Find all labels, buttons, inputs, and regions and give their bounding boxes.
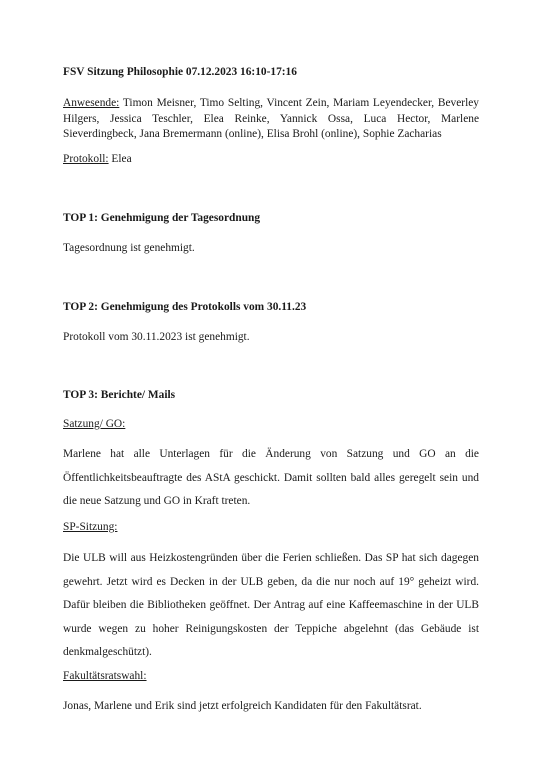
fakultaetsratswahl-label: Fakultätsratswahl: xyxy=(63,670,147,682)
protocol-label: Protokoll: xyxy=(63,153,109,165)
top2-text: Protokoll vom 30.11.2023 ist genehmigt. xyxy=(63,331,250,343)
fakultaetsratswahl-text: Jonas, Marlene und Erik sind jetzt erfolgreich Kandidaten für den Fakultätsrat. xyxy=(63,700,422,712)
top3-heading: TOP 3: Berichte/ Mails xyxy=(63,389,176,401)
protocol-name: Elea xyxy=(108,153,132,165)
satzung-text: Marlene hat alle Unterlagen für die Änderung von Satzung und GO an die Öffentlichkeitsbeauftragte des AStA geschickt. Damit sollten bald alles geregelt sein und die neue Satzung und GO in Kraft treten. xyxy=(63,448,479,507)
protocol-paragraph xyxy=(63,153,479,165)
attendance-paragraph xyxy=(63,96,479,143)
top1-heading: TOP 1: Genehmigung der Tagesordnung xyxy=(63,212,261,224)
sp-sitzung-label: SP-Sitzung: xyxy=(63,521,118,533)
top2-heading: TOP 2: Genehmigung des Protokolls vom 30.11.23 xyxy=(63,301,307,313)
satzung-label: Satzung/ GO: xyxy=(63,418,126,430)
document-title: FSV Sitzung Philosophie 07.12.2023 16:10-17:16 xyxy=(63,66,297,78)
top1-text: Tagesordnung ist genehmigt. xyxy=(63,242,195,254)
attendance-names: Timon Meisner, Timo Selting, Vincent Zein, Mariam Leyendecker, Beverley Hilgers, Jessica Teschler, Elea Reinke, Yannick Ossa, Luca Hector, Marlene Sieverdingbeck, Jana Bremermann (online), Elisa Brohl (online), Sophie Zacharias xyxy=(63,97,479,140)
attendance-label: Anwesende: xyxy=(63,97,120,109)
sp-sitzung-text: Die ULB will aus Heizkostengründen über die Ferien schließen. Das SP hat sich dagegen gewehrt. Jetzt wird es Decken in der ULB geben, da die nur noch auf 19° geheizt wird. Dafür bleiben die Bibliotheken geöffnet. Der Antrag auf eine Kaffeemaschine in der ULB wurde wegen zu hoher Reinigungskosten der Teppiche abgelehnt (das Gebäude ist denkmalgeschützt). xyxy=(63,552,479,658)
